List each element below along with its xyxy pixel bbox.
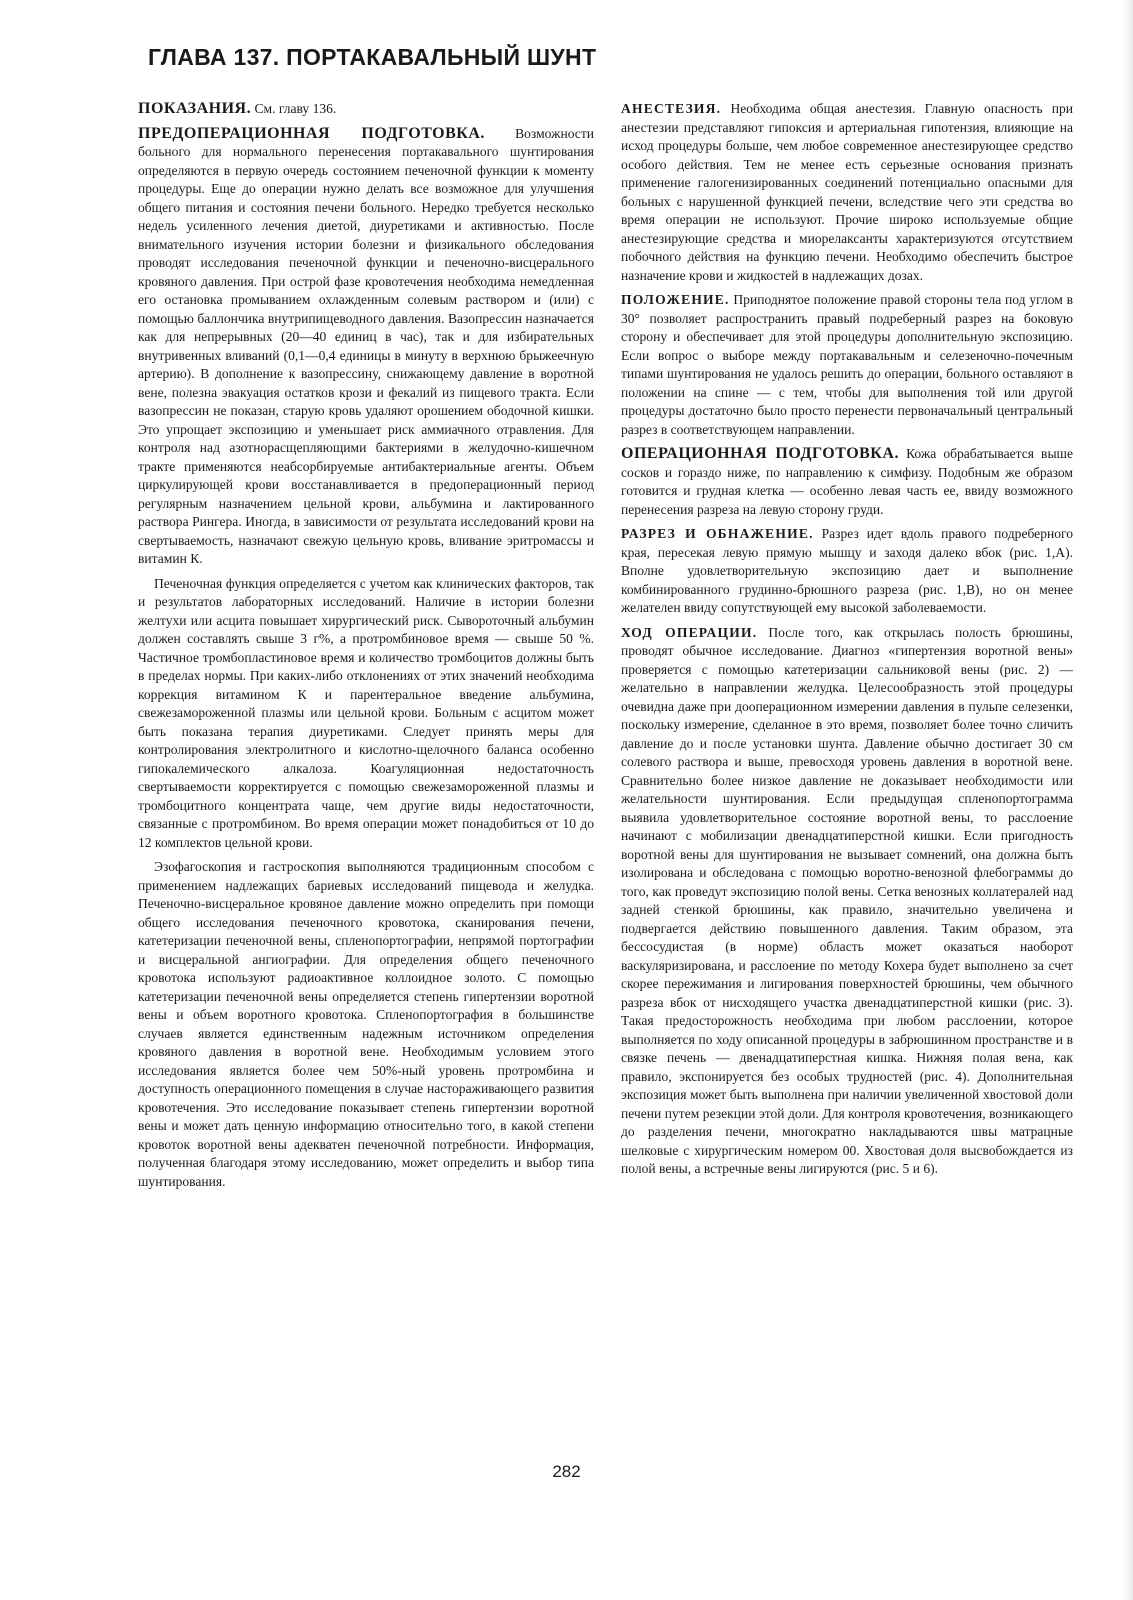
paragraph-incision-exposure: [621, 525, 1073, 618]
heading-indications: ПОКАЗАНИЯ.: [138, 100, 252, 117]
paragraph-text: Возможности больного для нормального перенесения портакавального шунтирования определяются в первую очередь состоянием печеночной функции к моменту процедуры. Еще до операции нужно делать все возможное для улучшения общего питания и состояния печени больного. Нередко требуется несколько недель усиленного лечения диетой, диуретиками и активностью. После внимательного изучения истории болезни и физикального обследования проводят исследования печеночной функции и печеночно-висцерального кровяного давления. При острой фазе кровотечения необходима немедленная его остановка промыванием охлажденным солевым раствором и (или) с помощью баллончика внутрипищеводного давления. Вазопрессин назначается как для непрерывных (20—40 единиц в час), так и для избирательных внутривенных вливаний (0,1—0,4 единицы в минуту в верхнюю брыжеечную артерию). В дополнение к вазопрессину, снижающему давление в воротной вене, полезна эвакуация остатков крози и фекалий из пищевого тракта. Если вазопрессин не показан, старую кровь удаляют орошением ободочной кишки. Это упрощает экспозицию и уменьшает риск аммиачного отравления. Для контроля над азотнорасщепляющими бактериями в желудочно-кишечном тракте применяются неабсорбируемые антибактериальные агенты. Объем циркулирующей крови восстанавливается в предоперационный период регулярным назначением цельной крови, альбумина и лактированного раствора Рингера. Иногда, в зависимости от результата исследований крови на свертываемость, назначают свежую цельную кровь, вливание эритромассы и витамин К.: [138, 125, 594, 566]
paragraph-operation-course: [621, 624, 1073, 1179]
paragraph-indications: [138, 100, 594, 119]
paragraph-esophagoscopy: Эзофагоскопия и гастроскопия выполняются традиционным способом с применением надлежащих бариевых исследований пищевода и желудка. Печеночно-висцеральное кровяное давление можно определить при помощи общего исследования печеночного кровотока, сканирования печени, катетеризации печеночной вены, спленопортографии, непрямой портографии и висцеральной ангиографии. Для определения общего печеночного кровотока используют радиоактивное коллоидное золото. С помощью катетеризации печеночной вены определяется степень гипертензии воротной вены и объем воротного кровотока. Спленопортография в большинстве случаев является единственным надежным источником определения кровяного давления в воротной вене. Необходимым условием этого исследования является более чем 50%-ный уровень протромбина и доступность операционного помещения в случае настораживающего развития кровотечения. Это исследование показывает степень гипертензии воротной вены и может дать ценную информацию относительно того, в какой степени кровоток воротной вены адекватен печеночной потребности. Информация, полученная благодаря этому исследованию, может определить и выбор типа шунтирования.: [138, 859, 594, 1189]
heading-operation-course: ХОД ОПЕРАЦИИ.: [621, 624, 758, 640]
paragraph-operative-preparation: [621, 445, 1073, 519]
paragraph-text: Необходима общая анестезия. Главную опасность при анестезии представляют гипоксия и артериальная гипотензия, влияющие на исход процедуры больше, чем любое современное анестезирующее средство особого действия. Тем не менее есть серьезные основания признать применение галогенизированных соединений потенциально опасными для больных с нарушенной функцией печени, вследствие чего эти средства во время операции не используют. Прочие широко используемые общие анестезирующие средства и миорелаксанты характеризуются отсутствием побочного действия на функцию печени. Необходимо обеспечить быстрое назначение крови и жидкостей в надлежащих дозах.: [621, 101, 1073, 283]
paragraph-text: Кожа обрабатывается выше сосков и гораздо ниже, по направлению к симфизу. Подобным же образом готовится и грудная клетка — особенно левая часть ее, ввиду возможного перенесения разреза на левую сторону груди.: [621, 446, 1073, 517]
paragraph-preoperative-preparation: [138, 125, 594, 569]
heading-preoperative-preparation: ПРЕДОПЕРАЦИОННАЯ ПОДГОТОВКА.: [138, 124, 485, 142]
heading-position: ПОЛОЖЕНИЕ.: [621, 292, 730, 307]
scan-edge: [1122, 0, 1133, 1600]
heading-operative-preparation: ОПЕРАЦИОННАЯ ПОДГОТОВКА.: [621, 445, 899, 462]
heading-incision-exposure: РАЗРЕЗ И ОБНАЖЕНИЕ.: [621, 526, 814, 541]
paragraph-text: См. главу 136.: [251, 101, 337, 116]
paragraph-text: Разрез идет вдоль правого подреберного края, пересекая левую прямую мышцу и заходя далеко вбок (рис. 1,А). Вполне удовлетворительную экспозицию дает и выполнение комбинированного грудинно-брюшного разреза (рис. 1,В), но он менее желателен ввиду сопутствующей ему высокой заболеваемости.: [621, 526, 1073, 615]
paragraph-text: После того, как открылась полость брюшины, проводят обычное исследование. Диагноз «гипертензия воротной вены» проверяется с помощью катетеризации сальниковой вены (рис. 2) — желательно в направлении желудка. Целесообразность этой процедуры очевидна даже при дооперационном измерении давления в пульпе селезенки, поскольку измерение, сделанное в это время, позволяет более точно сличить давление до и после установки шунта. Давление обычно достигает 30 см солевого раствора и выше, превосходя уровень давления в воротной вене. Сравнительно более низкое давление не доказывает необходимости или желательности шунтирования. Если предыдущая спленопортограмма выявила удовлетворительное состояние воротной вены, то расслоение начинают с мобилизации двенадцатиперстной кишки. Если пригодность воротной вены для шунтирования не вызывает сомнений, она должна быть изолирована и обследована с помощью воротно-венозной флебограммы до того, как проведут экспозицию полой вены. Сетка венозных коллатералей над задней стенкой брюшины, как правило, значительно увеличена и подвергается действию повышенного давления. Таким образом, эта бессосудистая (в норме) область может оказаться наоборот васкуляризирована, и расслоение по методу Кохера будет выполнено за счет скорее пережимания и лигирования поверхностей брюшины, чем обычного разреза вбок от нисходящего участка двенадцатиперстной кишки (рис. 3). Такая предосторожность необходима при любом расслоении, которое выполняется по ходу описанной процедуры в забрюшинном пространстве и в связке печень — двенадцатиперстная кишка. Нижняя полая вена, как правило, экспонируется без особых трудностей (рис. 4). Дополнительная экспозиция может быть выполнена при наличии увеличенной хвостовой доли печени путем резекции этой доли. Для контроля кровотечения, возникающего до разделения печени, многократно накладываются швы матрацные шелковые с хирургическим номером 00. Хвостовая доля высвобождается из полой вены, а встречные вены лигируются (рис. 5 и 6).: [621, 624, 1073, 1176]
paragraph-text: Приподнятое положение правой стороны тела под углом в 30° позволяет распространить правый подреберный разрез на боковую сторону и обеспечивает для этой процедуры дополнительную экспозицию. Если вопрос о выборе между портакавальным и селезеночно-почечным типами шунтирования не удалось решить до операции, больного оставляют в положении на спине — с тем, чтобы для выполнения той или другой процедуры достаточно было просто перенести первоначальный центральный разрез в соответствующем направлении.: [621, 292, 1073, 437]
paragraph-liver-function: Печеночная функция определяется с учетом как клинических факторов, так и результатов лабораторных исследований. Наличие в истории болезни желтухи или асцита повышает хирургический риск. Сывороточный альбумин должен составлять свыше 3 г%, а протромбиновое время — свыше 50 %. Частичное тромбопластиновое время и количество тромбоцитов должны быть в пределах нормы. При каких-либо отклонениях от этих значений необходима коррекция витамином К и парентеральное введение альбумина, свежезамороженной плазмы или цельной крови. Больным с асцитом может быть показана терапия диуретиками. Следует принять меры для контролирования электролитного и кислотно-щелочного баланса особенно гипокалемического алкалоза. Коагуляционная недостаточность свертываемости корректируется с помощью свежезамороженной плазмы и тромбоцитного концентрата чаще, чем другие виды недостаточности, связанные с протромбином. Во время операции может понадобиться от 10 до 12 комплектов цельной крови.: [138, 575, 594, 850]
paragraph-position: [621, 291, 1073, 439]
page-number: 282: [552, 1462, 581, 1481]
heading-anesthesia: АНЕСТЕЗИЯ.: [621, 101, 722, 116]
left-column: [138, 100, 594, 1197]
paragraph-anesthesia: [621, 100, 1073, 285]
page-title: ГЛАВА 137. ПОРТАКАВАЛЬНЫЙ ШУНТ: [148, 44, 597, 70]
right-column: [621, 100, 1073, 1185]
